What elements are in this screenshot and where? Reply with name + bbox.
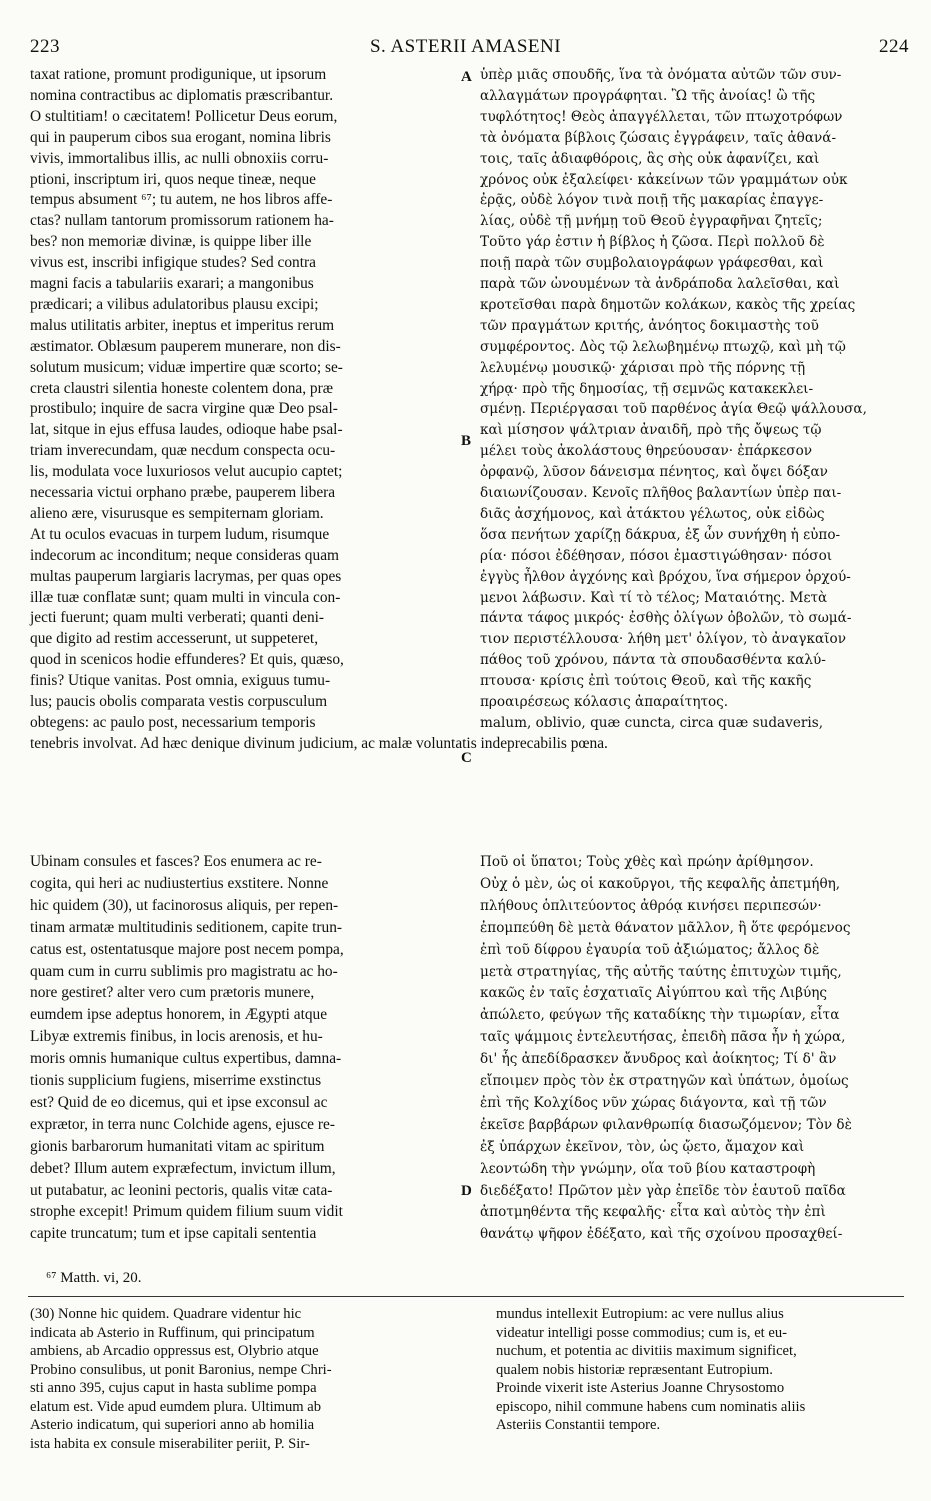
margin-marker-b: B xyxy=(461,433,472,449)
latin-text-line: hic quidem (30), ut facinorosus aliquis, per repen- xyxy=(30,896,339,914)
greek-text-line: τιον περιστέλλουσα· λήθη μετ' ὀλίγον, τὸ ἀναγκαῖον xyxy=(480,631,846,648)
latin-text-line: æstimator. Oblæsum pauperem munerare, non dis- xyxy=(30,337,341,355)
latin-text-line: quod in scenicos hodie effunderes? Et quis, quæso, xyxy=(30,651,344,669)
footnote-line: ista habita ex consule miserabiliter periit, P. Sir- xyxy=(30,1435,310,1452)
margin-marker-c: C xyxy=(461,750,472,766)
margin-marker-a: A xyxy=(461,69,472,85)
latin-text-line: ut putabatur, ac leonini pectoris, qualis vitæ cata- xyxy=(30,1181,333,1199)
latin-text-line: moris omnis humanique cultus expertibus, damna- xyxy=(30,1050,342,1068)
footnote-line: nuchum, et potentia ac divitiis maximum significet, xyxy=(496,1343,797,1359)
latin-text-line: triam inverecundam, quæ necdum conspecta ocu- xyxy=(30,442,336,460)
footnote-line: qualem nobis historiæ repræsentant Eutropium. xyxy=(496,1361,773,1378)
latin-text-line: strophe excepit! Primum quidem filium suum vidit xyxy=(30,1203,343,1221)
latin-text-line: tenebris involvat. Ad hæc denique divinum judicium, ac malæ voluntatis indeprecabilis pœna. xyxy=(30,734,608,752)
greek-text-line: διαιωνίζουσαν. Κενοῖς πλῆθος βαλαντίων ὑπὲρ παι- xyxy=(480,485,842,501)
latin-text-line: cogita, qui heri ac nudiustertius exstitere. Nonne xyxy=(30,874,329,892)
greek-text-line: σμένῃ. Περιέργασαι τοῦ παρθένος ἁγία Θεῷ ψάλλουσα, xyxy=(480,401,867,418)
footnote-line: Probino consulibus, ut ponit Baronius, nempe Chri- xyxy=(30,1361,332,1378)
greek-text-line: θανάτῳ ψῆφον ἐδέξατο, καὶ τῆς σχοίνου προσαχθεί- xyxy=(480,1226,843,1243)
latin-text-line: solutum musicum; viduæ impertire quæ scorto; se- xyxy=(30,358,343,376)
greek-text-line: μέλει τοὺς ἀκολάστους θηρεύουσαν· ἐπάρκεσον xyxy=(480,443,813,460)
margin-marker-d: D xyxy=(461,1183,472,1199)
footnote-line: indicata ab Asterio in Ruffinum, qui principatum xyxy=(30,1324,315,1341)
latin-text-line: O stultitiam! o cæcitatem! Pollicetur Deus eorum, xyxy=(30,107,338,125)
greek-text-line: Τοῦτο γάρ ἐστιν ἡ βίβλος ἡ ζῶσα. Περὶ πολλοῦ δὲ xyxy=(480,234,825,251)
latin-text-line: capite truncatum; tum et ipse capitali sententia xyxy=(30,1225,317,1243)
latin-text-line: Libyæ extremis finibus, in locis arenosis, et hu- xyxy=(30,1028,323,1046)
latin-text-line: illæ tuæ conflatæ sunt; quam multi in vincula con- xyxy=(30,588,341,606)
greek-text-line: ποιῇ παρὰ τῶν συμβολαιογράφων γράφεσθαι, καὶ xyxy=(480,255,824,272)
latin-text-line: creta claustri silentia honeste colentem dona, præ xyxy=(30,379,334,397)
greek-text-line: προαιρέσεως κόλασις ἀπαραίτητος. xyxy=(480,694,729,710)
greek-text-line: πάθος τοῦ χρόνου, πάντα τὰ σπουδασθέντα καλύ- xyxy=(480,652,826,669)
greek-text-line: ἐρᾷς, οὐδὲ λόγον τινὰ ποιῇ τῆς μακαρίας ἐπαγγε- xyxy=(480,192,824,209)
latin-text-line: que digito ad restim accesserunt, ut suppeteret, xyxy=(30,630,319,648)
footnote-line: Asterio indicatum, qui superiori anno ab homilia xyxy=(30,1417,315,1433)
latin-text-line: jecti fuerunt; quam multi verberati; quanti deni- xyxy=(30,609,325,627)
latin-text-line: malus utilitatis arbiter, ineptus et imperitus rerum xyxy=(30,316,335,334)
greek-text-line: ἀπώλετο, φεύγων τῆς καταδίκης τὴν τιμωρίαν, εἶτα xyxy=(480,1007,840,1024)
greek-text-line: Ποῦ οἱ ὕπατοι; Τοὺς χθὲς καὶ πρώην ἀρίθμησον. xyxy=(480,854,814,870)
greek-text-line: διᾶς ἀσχήμονος, καὶ ἀτάκτου γέλωτος, οὐκ εἰδὼς xyxy=(480,505,825,522)
footnote-line: mundus intellexit Eutropium: ac vere nullus alius xyxy=(496,1306,784,1322)
greek-text-line: χρόνος οὐκ ἐξαλείφει· κἀκείνων τῶν γραμμάτων οὐκ xyxy=(480,171,848,188)
greek-text-line: ὀρφανῷ, λῦσον δάνεισμα πένητος, καὶ ὄψει δόξαν xyxy=(480,464,828,481)
latin-text-line: ctas? nullam tantorum promissorum rationem ha- xyxy=(30,212,334,230)
latin-text-line: magni facis a tabulariis exarari; a mangonibus xyxy=(30,275,314,292)
latin-text-line: quam cum in curru sublimis pro magistratu ac ho- xyxy=(30,962,338,980)
latin-text-line: vivus est, inscribi infigique studes? Sed contra xyxy=(30,254,316,272)
greek-text-line: κακῶς ἐν ταῖς ἐσχατιαῖς Αἰγύπτου καὶ τῆς Λιβύης xyxy=(480,985,828,1002)
greek-text-line: τῶν πραγμάτων κριτής, ἀνόητος δοκιμαστὴς τοῦ xyxy=(480,317,819,334)
greek-text-line: κροτεῖσθαι παρὰ δημοτῶν κολάκων, κακὸς τῆς χρείας xyxy=(480,296,856,313)
left-page-number: 223 xyxy=(30,36,60,57)
greek-text-line: ἐγγὺς ἦλθον ἀγχόνης καὶ βρόχου, ἵνα σήμερον ὀρχού- xyxy=(480,568,851,585)
footnote-line: ambiens, ab Arcadio oppressus est, Olybrio atque xyxy=(30,1343,319,1359)
greek-text-line: λεοντώδη τὴν γνώμην, οἵα τοῦ βίου καταστροφὴ xyxy=(480,1160,816,1177)
latin-text-line: At tu oculos evacuas in turpem ludum, risumque xyxy=(30,525,330,543)
footnote-line: Proinde vixerit iste Asterius Joanne Chrysostomo xyxy=(496,1380,785,1396)
latin-text-line: qui in pauperum cibos sua erogant, nomina libris xyxy=(30,128,331,146)
greek-text-line: ἐκεῖσε βαρβάρων φιλανθρωπίᾳ διασωζόμενον; Τὸν δὲ xyxy=(480,1116,852,1133)
greek-text-line: χήρᾳ· πρὸ τῆς δημοσίας, τῇ σεμνῶς κατακεκλει- xyxy=(480,380,814,397)
latin-text-line: eumdem ipse adeptus honorem, in Ægypti atque xyxy=(30,1006,328,1024)
greek-text-line: πάντα τάφος μικρός· ἐσθὴς ὀλίγων ὀβολῶν, τὸ σωμά- xyxy=(480,610,852,627)
greek-text-line: καὶ μίσησον ψάλτριαν ἀναιδῆ, πρὸ τῆς ὄψεως τῷ xyxy=(480,422,822,439)
greek-text-line: ἀποτμηθέντα τῆς κεφαλῆς· εἶτα καὶ αὐτὸς τὴν ἐπὶ xyxy=(480,1204,826,1221)
greek-text-line: ταῖς ψάμμοις ἐντελευτήσας, ἐπειδὴ πᾶσα ἦν ἡ χώρα, xyxy=(480,1029,846,1046)
latin-text-line: finis? Utique vanitas. Post omnia, exiguus tumu- xyxy=(30,672,331,690)
latin-text-line: ptioni, inscriptum iri, quos neque tineæ, neque xyxy=(30,170,316,188)
greek-text-line: διεδέξατο! Πρῶτον μὲν γὰρ ἐπεῖδε τὸν ἑαυτοῦ παῖδα xyxy=(480,1182,846,1199)
greek-text-line: ἐπὶ τοῦ δίφρου ἐγαυρία τοῦ ἀξιώματος; ἄλλος δὲ xyxy=(480,941,820,958)
latin-text-line: vivis, immortalibus illis, ac nulli obnoxiis corru- xyxy=(30,149,329,167)
greek-text-line: ὑπὲρ μιᾶς σπουδῆς, ἵνα τὰ ὀνόματα αὐτῶν τῶν συν- xyxy=(480,67,842,83)
latin-text-line: tempus absument ⁶⁷; tu autem, ne hos libros affe- xyxy=(30,191,333,209)
latin-text-line: indecorum ac inconditum; neque consideras quam xyxy=(30,546,340,564)
latin-text-line: prostibulo; inquire de sacra virgine quæ Deo psal- xyxy=(30,400,338,418)
latin-text-line: multas pauperum largiaris lacrymas, per quas opes xyxy=(30,567,342,585)
latin-text-line: gionis barbarorum humanitati vitam ac spiritum xyxy=(30,1137,325,1155)
greek-text-line: ὅσα πενήτων χαρίζῃ δάκρυα, ἐξ ὧν συνήχθη ἡ εὐπο- xyxy=(480,526,841,543)
greek-text-line: ἐπομπεύθη δὲ μετὰ θάνατον μᾶλλον, ἢ ὅτε φερόμενος xyxy=(480,919,851,936)
greek-text-line: παρὰ τῶν ὠνουμένων τὰ ἀνδράποδα λαλεῖσθαι, καὶ xyxy=(480,276,840,292)
greek-text-line: ρία· πόσοι ἐδέθησαν, πόσοι ἐμαστιγώθησαν· πόσοι xyxy=(480,547,833,564)
latin-text-line: Ubinam consules et fasces? Eos enumera ac re- xyxy=(30,853,322,870)
greek-text-line: malum, oblivio, quæ cuncta, circa quæ sudaveris, xyxy=(480,714,824,731)
latin-text-line: lis, modulata voce luxuriosos velut aucupio captet; xyxy=(30,463,343,481)
latin-text-line: nore gestiret? alter vero cum prætoris munere, xyxy=(30,984,315,1002)
latin-text-line: lat, sitque in ejus effusa laudes, odioque habe psal- xyxy=(30,421,343,439)
greek-text-line: τὰ ὀνόματα βίβλοις ζώσαις ἐγγράφειν, ταῖς ἀθανά- xyxy=(480,129,837,146)
footnote-line: Asteriis Constantii tempore. xyxy=(496,1417,661,1433)
greek-text-line: πτουσα· κρίσις ἐπὶ τούτοις Θεοῦ, καὶ τῆς κακῆς xyxy=(480,673,812,690)
greek-text-line: συμφέροντος. Δὸς τῷ λελωβημένῳ πτωχῷ, καὶ μὴ τῷ xyxy=(480,338,846,355)
latin-text-line: tinam armatæ multitudinis seditionem, capite trun- xyxy=(30,918,343,936)
greek-text-line: λίας, οὐδὲ τῇ μνήμῃ τοῦ Θεοῦ ἐγγραφῆναι ζητεῖς; xyxy=(480,213,823,230)
latin-text-line: obtegens: ac paulo post, necessarium temporis xyxy=(30,713,316,731)
greek-text-line: τοις, ταῖς ἀδιαφθόροις, ἃς σὴς οὐκ ἀφανίζει, καὶ xyxy=(480,150,820,167)
footnote-line: videatur intelligi posse commodius; cum is, et eu- xyxy=(496,1324,788,1341)
greek-text-line: δι' ἧς ἀπεδίδρασκεν ἄνυδρος καὶ ἀοίκητος; Τί δ' ἂν xyxy=(480,1051,837,1068)
latin-text-line: necessaria victui orphano præbe, pauperem libera xyxy=(30,484,336,501)
latin-text-line: catus est, ostentatusque majore post necem pompa, xyxy=(30,940,344,958)
footnote-divider xyxy=(28,1296,904,1297)
right-page-number: 224 xyxy=(879,36,909,57)
latin-text-line: alieno ære, visurusque es sempiternam gloriam. xyxy=(30,504,324,522)
latin-text-line: bes? non memoriæ divinæ, is quippe liber ille xyxy=(30,233,312,251)
latin-text-line: est? Quid de eo dicemus, qui et ipse exconsul ac xyxy=(30,1093,328,1111)
greek-text-line: τυφλότητος! Θεὸς ἀπαγγέλλεται, τῶν πτωχοτρόφων xyxy=(480,108,843,125)
greek-text-line: ἐξ ὑπάρχων ἐκεῖνον, τὸν, ὡς ᾤετο, ἄμαχον καὶ xyxy=(480,1138,805,1155)
latin-text-line: taxat ratione, promunt prodigunique, ut ipsorum xyxy=(30,66,327,83)
footnote-line: (30) Nonne hic quidem. Quadrare videntur hic xyxy=(30,1306,302,1322)
latin-text-line: debet? Illum autem expræfectum, invictum illum, xyxy=(30,1159,336,1177)
latin-text-line: prædicari; a vilibus adulatoribus plausu excipi; xyxy=(30,295,319,313)
greek-text-line: ἐπὶ τῆς Κολχίδος νῦν χώρας διάγοντα, καὶ τῇ τῶν xyxy=(480,1094,827,1111)
greek-text-line: εἴποιμεν πρὸς τὸν ἐκ στρατηγῶν καὶ ὑπάτων, ὁμοίως xyxy=(480,1073,849,1089)
greek-text-line: πλήθους ὁπλιτεύοντος ἀθρόᾳ κινήσει περιπεσών· xyxy=(480,897,822,914)
greek-text-line: Οὐχ ὁ μὲν, ὡς οἱ κακοῦργοι, τῆς κεφαλῆς ἀπετμήθη, xyxy=(480,875,841,892)
scripture-reference: ⁶⁷ Matth. vi, 20. xyxy=(46,1270,142,1286)
footnote-line: episcopo, nihil commune habens cum nominatis aliis xyxy=(496,1398,806,1415)
latin-text-line: exprætor, in terra nunc Colchide agens, ejusce re- xyxy=(30,1115,335,1133)
running-title: S. ASTERII AMASENI xyxy=(369,36,562,57)
greek-text-line: μετὰ στρατηγίας, τῆς αὐτῆς ταύτης ἐπιτυχὼν τιμῆς, xyxy=(480,963,842,980)
greek-text-line: λελυμένῳ μουσικῷ· χάρισαι πρὸ τῆς πόρνης τῇ xyxy=(480,359,806,376)
latin-text-line: lus; paucis obolis comparata vestis corpusculum xyxy=(30,693,328,710)
latin-text-line: nomina contractibus ac diplomatis præscribantur. xyxy=(30,86,334,104)
footnote-line: elatum est. Vide apud eumdem plura. Ultimum ab xyxy=(30,1398,322,1415)
greek-text-line: μενοι λάβωσιν. Καὶ τί τὸ τέλος; Ματαιότης. Μετὰ xyxy=(480,589,828,606)
greek-text-line: αλλαγμάτων προγράφηται. Ὢ τῆς ἀνοίας! ὢ τῆς xyxy=(480,87,816,104)
footnote-line: sti anno 395, cujus caput in hasta sublime pompa xyxy=(30,1380,317,1396)
latin-text-line: tionis supplicium fugiens, miserrime exstinctus xyxy=(30,1072,322,1089)
